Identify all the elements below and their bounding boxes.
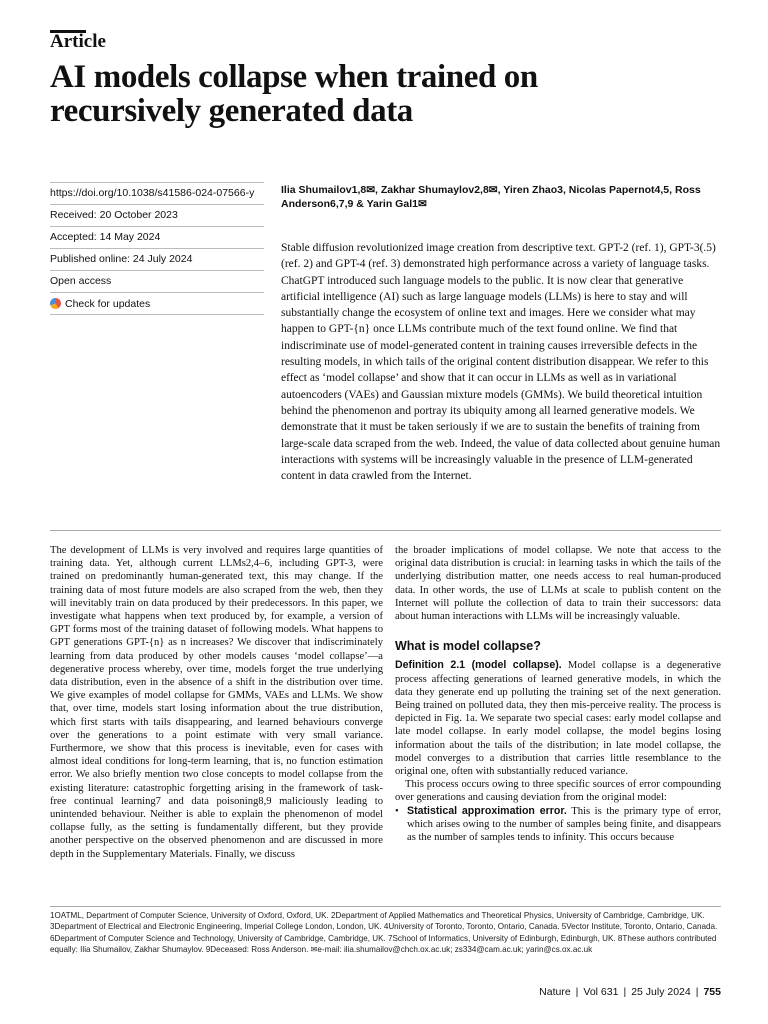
affiliations-footnote: 1OATML, Department of Computer Science, University of Oxford, Oxford, UK. 2Department of Applied Mathematics and Theoretical Physics, University of Cambridge, Cambridge, UK. 3Department of Electrical and Electronic Engineering, Imperial College London, London, UK. 4University of Toronto, Toronto, Ontario, Canada. 5Vector Institute, Toronto, Ontario, Canada. 6Department of Computer Science and Technology, University of Cambridge, Cambridge, UK. 7School of Informatics, University of Edinburgh, Edinburgh, UK. 8These authors contributed equally: Ilia Shumailov, Zakhar Shumaylov. 9Deceased: Ross Anderson. ✉e-mail: ilia.shumailov@chch.ox.ac.uk; zs334@cam.ac.uk; yarin@cs.ox.ac.uk [50,911,718,954]
article-type-label: Article [50,31,106,52]
page-number: 755 [703,986,721,998]
section-heading: What is model collapse? [395,639,541,654]
bullet-text: This is the primary type of error, which arises owing to the number of samples being finite, and disappears as the number of samples tends to infinity. This occurs because [407,805,721,844]
definition-text: Model collapse is a degenerative process affecting generations of learned generative models, in which the data they generate end up polluting the training set of the next generation. Being trained on polluted data, they then mis-perceive reality. The process is depicted in Fig. 1a. We separate two special cases: early model collapse and late model collapse. In early model collapse, the model begins losing information about the tails of the distribution; in late model collapse, the model converges to a distribution that carries little resemblance to the original one, often with substantially reduced variance. [395,660,721,778]
bullet-paragraph [407,805,721,845]
footer-separator: | [695,986,699,998]
body-column-right [395,544,721,844]
check-for-updates-link[interactable] [50,293,264,315]
footer-separator: | [623,986,627,998]
definition-label: Definition 2.1 (model collapse). [395,659,562,672]
body-paragraph: This process occurs owing to three specific sources of error compounding over generations and causing deviation from the original model: [395,779,721,804]
body-paragraph: the broader implications of model collapse. We note that access to the original data distribution is crucial: in learning tasks in which the tails of the underlying distribution matter, one needs access to real human-produced data. In other words, the use of LLMs at scale to publish content on the Internet will pollute the collection of data to train their successors: data about human interactions with LLMs will be increasingly valuable. [395,545,721,623]
bullet-item [395,805,721,845]
body-paragraph: The development of LLMs is very involved and requires large quantities of training data. Yet, although current LLMs2,4–6, including GPT-3, were trained on predominantly human-generated text, this may change. If the training data of most future models are also scraped from the web, then they will inevitably train on data produced by their predecessors. In this paper, we investigate what happens when text produced by, for example, a version of GPT forms most of the training dataset of following models. What happens to GPT generations GPT-{n} as n increases? We discover that indiscriminately learning from data produced by other models causes ‘model collapse’—a degenerative process whereby, over time, models forget the true underlying data distribution, even in the absence of a shift in the distribution over time. We give examples of model collapse for GMMs, VAEs and LLMs. We show that, over time, models start losing information about the true distribution, which first starts with tails disappearing, and learned behaviours converge over the generations to a point estimate with very small variance. Furthermore, we show that this process is inevitable, even for cases with almost ideal conditions for long-term learning, that is, no function estimation error. We also briefly mention two close concepts to model collapse from the existing literature: catastrophic forgetting arising in the framework of task-free continual learning7 and data poisoning8,9 maliciously leading to unintended behaviour. Neither is able to explain the phenomenon of model collapse fully, as the setting is fundamentally different, but they provide another perspective on the observed phenomenon and are discussed in more depth in the Supplementary Materials. Finally, we discuss [50,545,383,860]
journal-name: Nature [539,986,571,998]
page-footer [539,986,721,998]
body-divider [50,530,721,531]
abstract: Stable diffusion revolutionized image creation from descriptive text. GPT-2 (ref. 1), GPT-3(.5) (ref. 2) and GPT-4 (ref. 3) demonstrated high performance across a variety of language tasks. ChatGPT introduced such language models to the public. It is now clear that generative artificial intelligence (AI) such as large language models (LLMs) is here to stay and will substantially change the ecosystem of online text and images. Here we consider what may happen to GPT-{n} once LLMs contribute much of the text found online. We find that indiscriminate use of model-generated content in training causes irreversible defects in the resulting models, in which tails of the original content distribution disappear. We refer to this effect as ‘model collapse’ and show that it can occur in LLMs as well as in variational autoencoders (VAEs) and Gaussian mixture models (GMMs). We build theoretical intuition behind the phenomenon and portray its ubiquity among all learned generative models. We demonstrate that it must be taken seriously if we are to sustain the benefits of training from large-scale data scraped from the web. Indeed, the value of data collected about genuine human interactions with systems will be increasingly valuable in the presence of LLM-generated content in data crawled from the Internet. [281,242,721,483]
article-metadata [50,182,264,315]
published-date: Published online: 24 July 2024 [50,249,264,271]
author-list: Ilia Shumailov1,8✉, Zakhar Shumaylov2,8✉, Yiren Zhao3, Nicolas Papernot4,5, Ross Anderson6,7,9 & Yarin Gal1✉ [281,184,701,210]
doi-link[interactable]: https://doi.org/10.1038/s41586-024-07566-y [50,182,264,205]
received-date: Received: 20 October 2023 [50,205,264,227]
article-title: AI models collapse when trained on recursively generated data [50,59,538,129]
definition-paragraph [395,659,721,778]
open-access-label: Open access [50,271,264,293]
body-column-left [50,544,383,861]
footnote-divider [50,906,721,907]
crossmark-icon [50,298,61,309]
issue-date: 25 July 2024 [631,986,691,998]
bullet-marker: • [395,805,399,817]
accepted-date: Accepted: 14 May 2024 [50,227,264,249]
footer-separator: | [575,986,579,998]
bullet-label: Statistical approximation error. [407,804,567,817]
check-for-updates-label: Check for updates [65,297,151,310]
journal-volume: Vol 631 [583,986,619,998]
